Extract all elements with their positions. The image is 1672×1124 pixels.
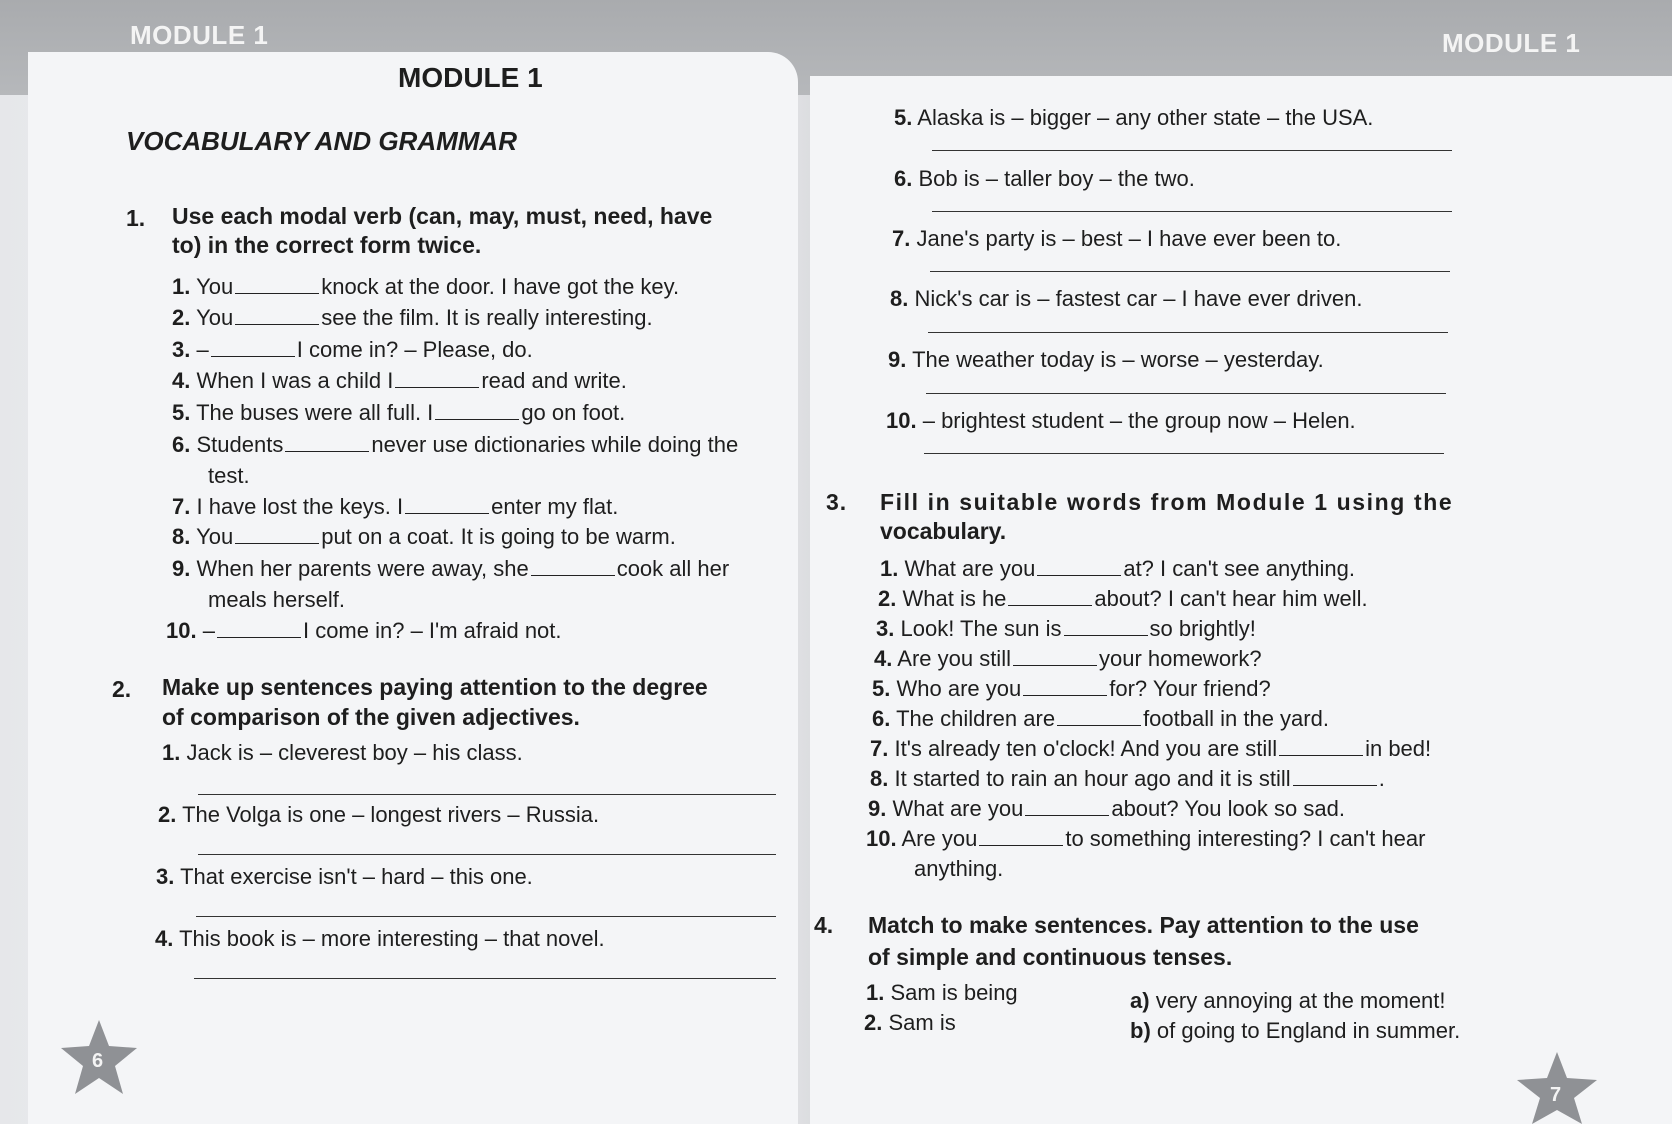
answer-blank xyxy=(235,306,319,325)
exercise2-instruction-line2: of comparison of the given adjectives. xyxy=(162,704,580,730)
answer-blank xyxy=(1279,737,1363,756)
left-running-head: MODULE 1 xyxy=(130,20,269,50)
exercise1-number: 1. xyxy=(126,205,146,231)
exercise3-item-3: 3. Look! The sun is so brightly! xyxy=(876,616,1256,641)
exercise1-item-2: 2. You see the film. It is really interesting. xyxy=(172,305,653,330)
left-page-number: 6 xyxy=(92,1050,104,1072)
exercise2-item-7: 7. Jane's party is – best – I have ever been to. xyxy=(892,226,1342,251)
right-page xyxy=(810,0,1672,1124)
exercise4-ending-b: b) of going to England in summer. xyxy=(1130,1018,1461,1043)
answer-blank xyxy=(1013,647,1097,666)
exercise1-instruction-line1: Use each modal verb (can, may, must, need, have xyxy=(172,203,713,229)
exercise4-instruction-line1: Match to make sentences. Pay attention to the use xyxy=(868,912,1419,938)
exercise3-item-1: 1. What are you at? I can't see anything. xyxy=(880,556,1356,581)
answer-line xyxy=(926,393,1446,394)
exercise3-item-10-cont: anything. xyxy=(914,856,1004,881)
exercise3-item-7: 7. It's already ten o'clock! And you are still in bed! xyxy=(870,736,1432,761)
exercise2-item-9: 9. The weather today is – worse – yesterday. xyxy=(888,347,1324,372)
answer-blank xyxy=(235,275,319,294)
answer-blank xyxy=(285,433,369,452)
exercise4-item-1: 1. Sam is being xyxy=(866,980,1018,1005)
exercise4-instruction-line2: of simple and continuous tenses. xyxy=(868,944,1233,970)
answer-blank xyxy=(211,338,295,357)
answer-blank xyxy=(405,495,489,514)
exercise1-item-9-cont: meals herself. xyxy=(208,587,345,612)
module-title: MODULE 1 xyxy=(398,62,543,93)
answer-blank xyxy=(1293,767,1377,786)
exercise1-instruction-line2: to) in the correct form twice. xyxy=(172,232,482,258)
answer-line xyxy=(196,916,776,917)
answer-blank xyxy=(1057,707,1141,726)
exercise3-item-8: 8. It started to rain an hour ago and it is still . xyxy=(870,766,1385,791)
exercise3-instruction-line1: Fill in suitable words from Module 1 using the xyxy=(880,489,1454,515)
exercise4-number: 4. xyxy=(814,912,834,938)
exercise2-item-10: 10. – brightest student – the group now – Helen. xyxy=(886,408,1356,433)
exercise1-item-5: 5. The buses were all full. I go on foot. xyxy=(172,400,626,425)
answer-blank xyxy=(531,557,615,576)
exercise2-item-5: 5. Alaska is – bigger – any other state – the USA. xyxy=(894,105,1374,130)
exercise2-item-6: 6. Bob is – taller boy – the two. xyxy=(894,166,1195,191)
exercise1-item-9: 9. When her parents were away, she cook all her xyxy=(172,556,730,581)
exercise2-item-4: 4. This book is – more interesting – that novel. xyxy=(155,926,605,951)
answer-blank xyxy=(1023,677,1107,696)
exercise3-item-10: 10. Are you to something interesting? I can't hear xyxy=(866,826,1426,851)
exercise4-ending-a: a) very annoying at the moment! xyxy=(1130,988,1446,1013)
right-running-head: MODULE 1 xyxy=(1442,28,1581,58)
exercise4-item-2: 2. Sam is xyxy=(864,1010,956,1035)
section-title: VOCABULARY AND GRAMMAR xyxy=(126,126,517,156)
exercise3-item-4: 4. Are you still your homework? xyxy=(874,646,1262,671)
exercise2-item-2: 2. The Volga is one – longest rivers – Russia. xyxy=(158,802,600,827)
exercise3-instruction-line2: vocabulary. xyxy=(880,518,1007,544)
answer-line xyxy=(198,794,776,795)
answer-blank xyxy=(1025,797,1109,816)
exercise2-item-3: 3. That exercise isn't – hard – this one. xyxy=(156,864,533,889)
exercise1-item-10: 10. – I come in? – I'm afraid not. xyxy=(166,618,562,643)
answer-blank xyxy=(395,369,479,388)
exercise3-item-2: 2. What is he about? I can't hear him well. xyxy=(878,586,1368,611)
answer-line xyxy=(928,332,1448,333)
exercise3-item-6: 6. The children are football in the yard. xyxy=(872,706,1329,731)
exercise1-item-4: 4. When I was a child I read and write. xyxy=(172,368,627,393)
answer-blank xyxy=(1064,617,1148,636)
exercise1-item-6: 6. Students never use dictionaries while doing the xyxy=(172,432,739,457)
answer-blank xyxy=(235,525,319,544)
exercise2-item-1: 1. Jack is – cleverest boy – his class. xyxy=(162,740,523,765)
exercise3-number: 3. xyxy=(826,489,848,515)
exercise2-instruction-line1: Make up sentences paying attention to the degree xyxy=(162,674,708,700)
answer-line xyxy=(932,150,1452,151)
answer-blank xyxy=(1037,557,1121,576)
answer-line xyxy=(198,854,776,855)
answer-line xyxy=(194,978,776,979)
exercise2-number: 2. xyxy=(112,676,132,702)
exercise3-item-9: 9. What are you about? You look so sad. xyxy=(868,796,1345,821)
exercise1-item-6-cont: test. xyxy=(208,463,250,488)
answer-line xyxy=(924,453,1444,454)
answer-line xyxy=(930,271,1450,272)
exercise1-item-8: 8. You put on a coat. It is going to be warm. xyxy=(172,524,676,549)
answer-blank xyxy=(435,401,519,420)
answer-blank xyxy=(217,619,301,638)
right-page-number: 7 xyxy=(1550,1084,1562,1106)
exercise2-item-8: 8. Nick's car is – fastest car – I have ever driven. xyxy=(890,286,1363,311)
exercise1-item-1: 1. You knock at the door. I have got the key. xyxy=(172,274,680,299)
answer-line xyxy=(932,211,1452,212)
exercise1-item-7: 7. I have lost the keys. I enter my flat. xyxy=(172,494,619,519)
answer-blank xyxy=(1008,587,1092,606)
exercise1-item-3: 3. – I come in? – Please, do. xyxy=(172,337,533,362)
exercise3-item-5: 5. Who are you for? Your friend? xyxy=(872,676,1271,701)
left-page xyxy=(0,0,810,1124)
answer-blank xyxy=(979,827,1063,846)
